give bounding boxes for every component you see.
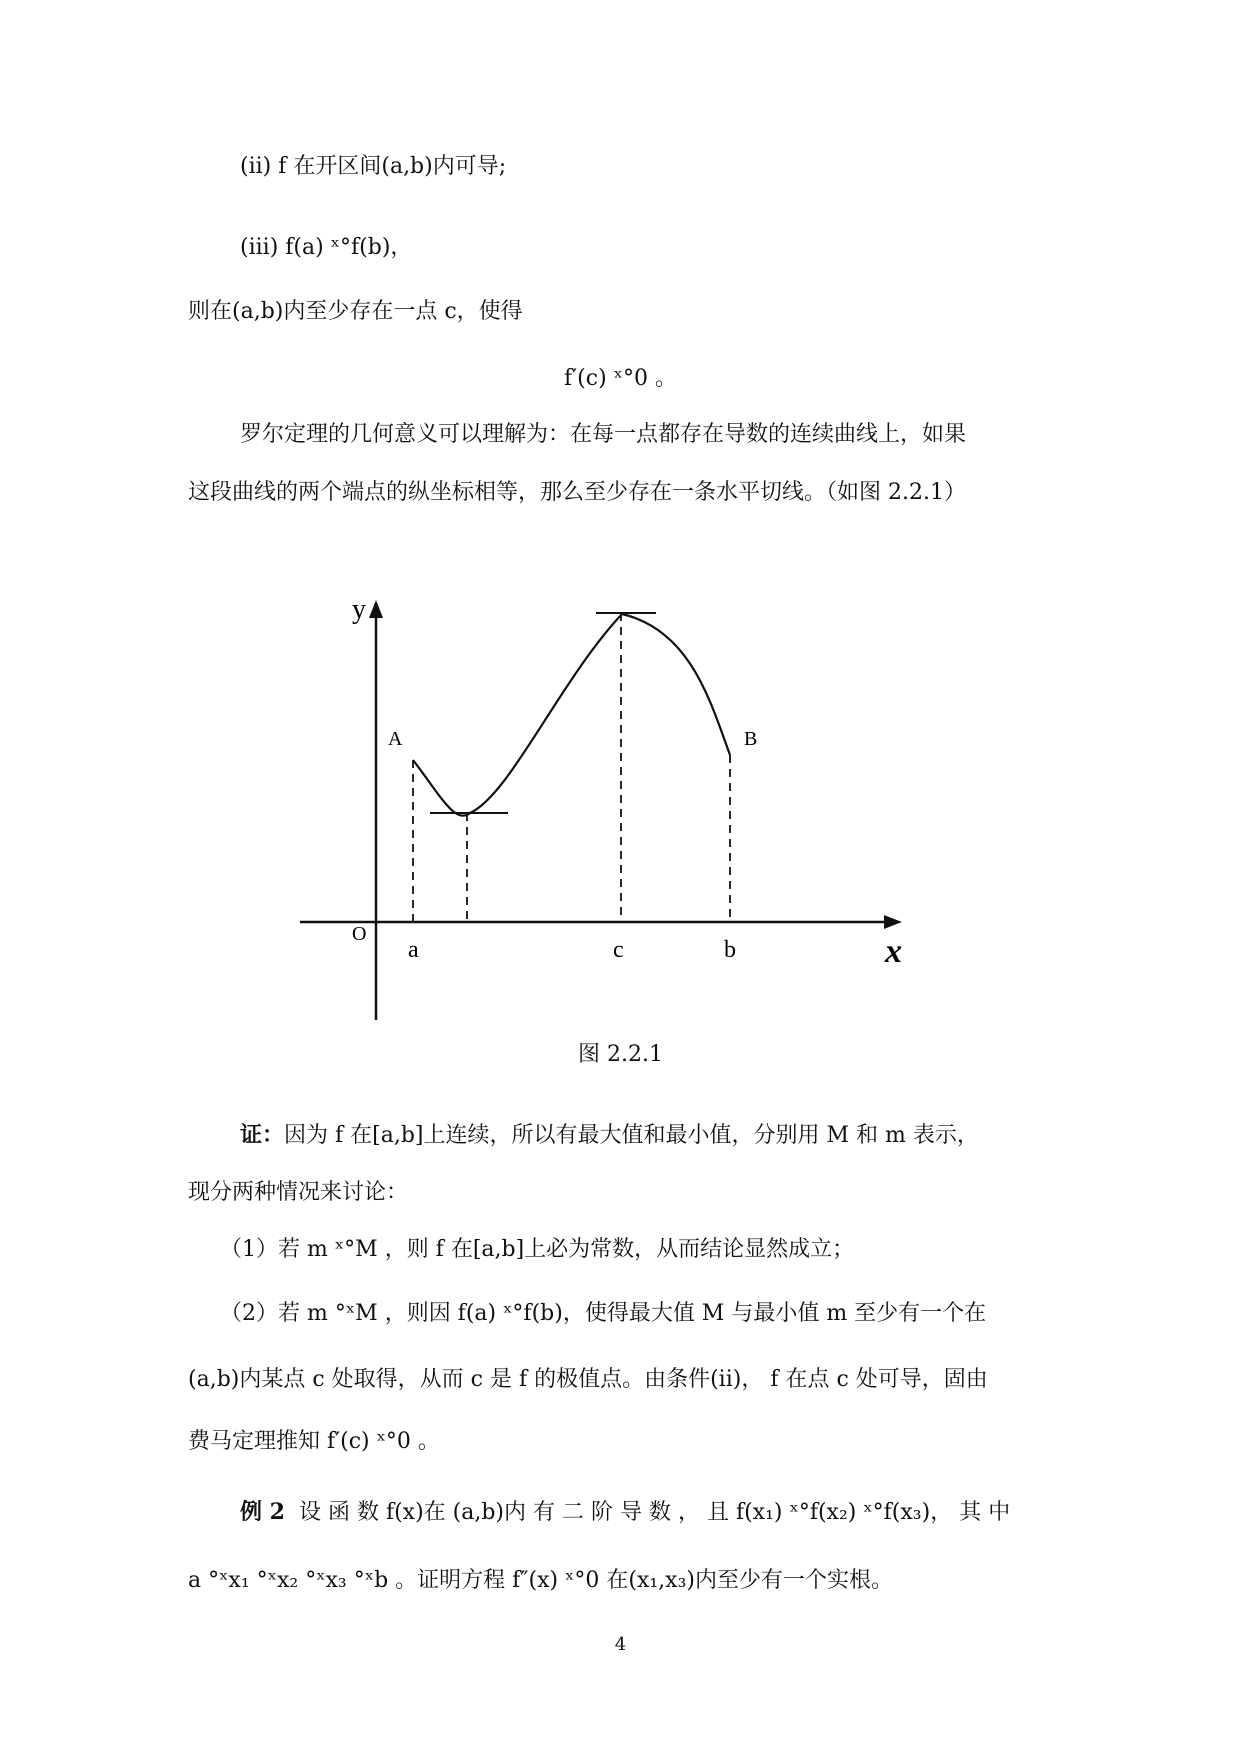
proof-text: 因为 f 在[a,b]上连续，所以有最大值和最小值，分别用 M 和 m 表示，: [284, 1123, 979, 1148]
point-b-label: B: [744, 728, 758, 750]
proof-line1: [240, 1120, 979, 1151]
geometric-meaning-line1: 罗尔定理的几何意义可以理解为：在每一点都存在导数的连续曲线上，如果: [240, 422, 967, 447]
case-2-line1: （2）若 m °ˣM ，则因 f(a) ˣ°f(b)，使得最大值 M 与最小值 m 至少有一个在: [220, 1301, 987, 1326]
x-axis-label: x: [885, 933, 902, 970]
proof-label: 证：: [240, 1122, 285, 1148]
case-2-line2: (a,b)内某点 c 处取得，从而 c 是 f 的极值点。由条件(ii)， f 在点 c 处可导，固由: [188, 1367, 988, 1392]
y-axis-label: y: [352, 594, 366, 625]
proof-line2: 现分两种情况来讨论：: [188, 1180, 409, 1205]
geometric-meaning-line2: 这段曲线的两个端点的纵坐标相等，那么至少存在一条水平切线。（如图 2.2.1）: [188, 480, 966, 505]
b-label: b: [724, 937, 736, 963]
conclusion-formula: f′(c) ˣ°0 。: [564, 366, 677, 391]
y-axis-arrow-icon: [369, 600, 383, 618]
point-a-label: A: [388, 728, 403, 750]
example-label: 例 2: [240, 1499, 285, 1525]
rolle-theorem-figure: [0, 590, 1241, 1050]
hypothesis-ii: (ii) f 在开区间(a,b)内可导;: [240, 154, 507, 179]
x-axis-arrow-icon: [884, 915, 902, 929]
example-2-line1: [240, 1497, 1010, 1528]
case-2-line3: 费马定理推知 f′(c) ˣ°0 。: [188, 1429, 440, 1454]
c-label: c: [613, 937, 624, 963]
hypothesis-iii: (iii) f(a) ˣ°f(b)，: [240, 235, 413, 260]
page-number: 4: [614, 1634, 627, 1655]
example-text: 设 函 数 f(x)在 (a,b)内 有 二 阶 导 数 ， 且 f(x₁) ˣ°f(x₂) ˣ°f(x₃)， 其 中: [298, 1500, 1011, 1525]
conclusion-intro: 则在(a,b)内至少存在一点 c，使得: [188, 299, 523, 324]
figure-caption: 图 2.2.1: [578, 1042, 663, 1067]
a-label: a: [408, 937, 419, 963]
example-2-line2: a °ˣx₁ °ˣx₂ °ˣx₃ °ˣb 。证明方程 f″(x) ˣ°0 在(x₁,x₃)内至少有一个实根。: [188, 1568, 893, 1593]
function-curve: [413, 614, 730, 816]
origin-label: O: [352, 923, 367, 945]
case-1: （1）若 m ˣ°M ，则 f 在[a,b]上必为常数，从而结论显然成立；: [220, 1237, 855, 1262]
